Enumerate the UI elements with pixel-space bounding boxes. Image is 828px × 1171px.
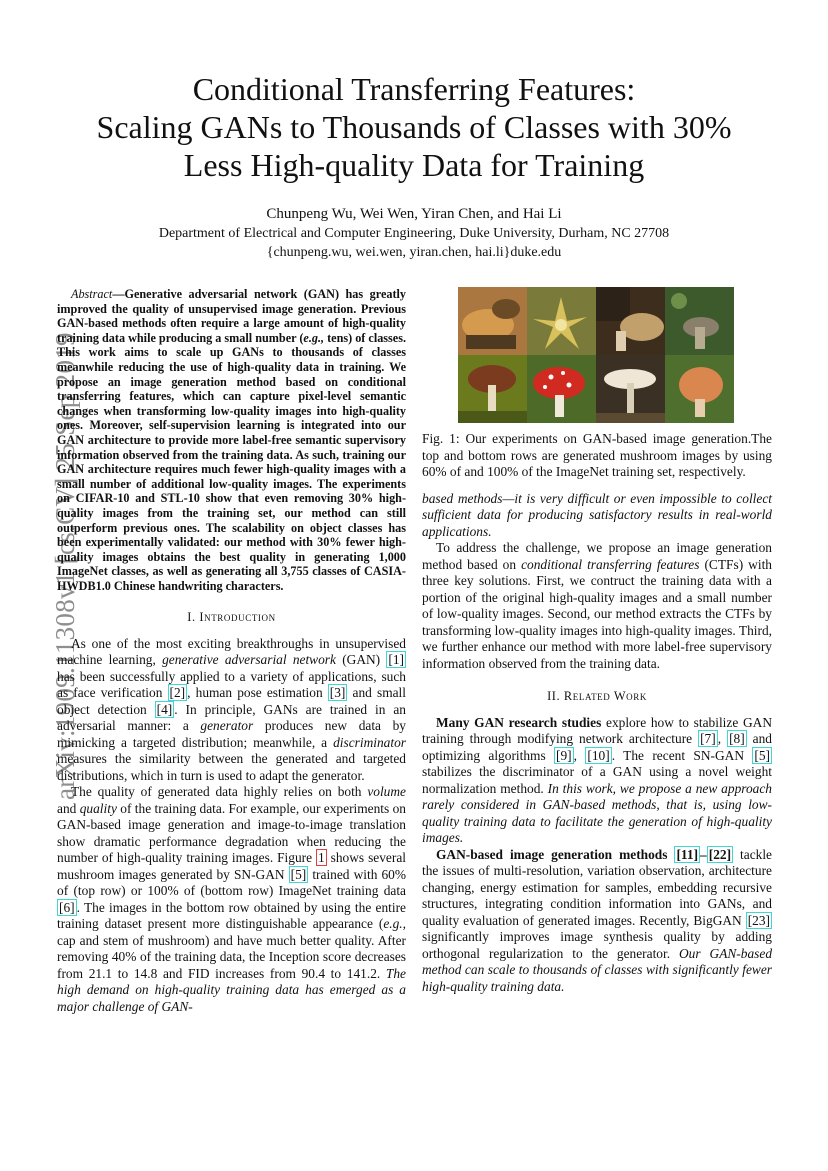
citation-link[interactable]: [23] bbox=[747, 912, 770, 928]
related-paragraph-1: Many GAN research studies explore how to stabilize GAN training through modifying network architecture [7] , [8] and optimizing algorithms [9] , [10] . The recent SN-GAN [5] stabilizes the discriminator of a GAN using a novel weight normalization method. In this work, we propose a new approach rarely considered in GAN-based methods, that is, using low-quality training data to facilitate the generation of high-quality images. bbox=[422, 714, 773, 845]
intro-paragraph-3: To address the challenge, we propose an image generation method based on conditional transferring features (CTFs) with three key solutions. First, we contruct the training data with a portion of the original high-quality images and a small number of low-quality images. Second, our method extracts the CTFs by transforming low-quality images into high-quality images. Third, we further enhance our method with more label-free supervisory information observed from the training data. bbox=[422, 540, 772, 671]
figure-link[interactable]: 1 bbox=[318, 850, 325, 866]
title-line: Less High-quality Data for Training bbox=[183, 147, 645, 183]
right-column bbox=[422, 287, 772, 995]
title-line: Conditional Transferring Features: bbox=[192, 71, 636, 107]
continued-paragraph: based methods—it is very difficult or even impossible to collect sufficient data for producing satisfactory results in real-world applications. bbox=[422, 490, 772, 539]
abstract-label: Abstract bbox=[71, 287, 113, 301]
citation-link[interactable]: [11] bbox=[676, 846, 699, 862]
intro-paragraph-1: As one of the most exciting breakthroughs in unsupervised machine learning, generative adversarial network (GAN) [1] has been successfully applied to a variety of applications, such as face verification [2] , human pose estimation [3] and small object detection [4] . In principle, GANs are trained in an adversarial manner: a generator produces new data by mimicking a targeted distribution; meanwhile, a discriminator measures the similarity between the generated and targeted distributions, which in turn is used to adapt the generator. bbox=[57, 635, 406, 783]
citation-link[interactable]: [10] bbox=[587, 747, 610, 763]
author-block bbox=[0, 205, 828, 262]
abstract-eg: e.g., bbox=[303, 330, 325, 345]
citation-link[interactable]: [4] bbox=[156, 701, 173, 717]
email: {chunpeng.wu, wei.wen, yiran.chen, hai.li}duke.edu bbox=[266, 245, 562, 260]
section-heading-related-work: II. Related Work bbox=[547, 689, 647, 703]
citation-link[interactable]: [7] bbox=[700, 731, 716, 746]
mushroom-image bbox=[596, 355, 665, 423]
left-column bbox=[57, 287, 406, 1015]
author-names: Chunpeng Wu, Wei Wen, Yiran Chen, and Hai Li bbox=[266, 206, 562, 222]
mushroom-image bbox=[665, 287, 734, 355]
section-heading-introduction: I. Introduction bbox=[187, 610, 276, 625]
citation-link[interactable]: [1] bbox=[388, 652, 405, 668]
related-paragraph-2: GAN-based image generation methods [11] – [22] tackle the issues of multi-resolution, variation observation, architecture changing, energy estimation for samples, embedding recursive structures, integrating condition information into GANs, and quality evaluation of generated images. Recently, BigGAN [23] significantly improves image synthesis quality by adding orthogonal regularization to the generator. Our GAN-based method can scale to thousands of classes with significantly fewer high-quality training data. bbox=[422, 846, 773, 994]
abstract bbox=[57, 287, 406, 593]
citation-link[interactable]: [6] bbox=[59, 899, 75, 915]
title-line: Scaling GANs to Thousands of Classes with 30% bbox=[96, 109, 732, 145]
citation-link[interactable]: [8] bbox=[729, 731, 745, 746]
mushroom-image bbox=[458, 355, 527, 423]
abstract-text: —Generative adversarial network (GAN) has greatly improved the quality of unsupervised image generation. Previous GAN-based methods often require a large amount of high-quality training data while producing a small number ( bbox=[57, 287, 406, 345]
mushroom-image bbox=[527, 355, 596, 423]
mushroom-image bbox=[596, 287, 665, 355]
citation-link[interactable]: [9] bbox=[556, 747, 572, 763]
paper-title bbox=[0, 70, 828, 184]
mushroom-figure bbox=[458, 287, 734, 423]
citation-link[interactable]: [22] bbox=[708, 846, 732, 862]
figure-caption: Fig. 1: Our experiments on GAN-based image generation.The top and bottom rows are generated mushroom images by using 60% of and 100% of the ImageNet training set, respectively. bbox=[422, 431, 772, 479]
mushroom-image bbox=[527, 287, 596, 355]
intro-paragraph-2: The quality of generated data highly relies on both volume and quality of the training data. For example, our experiments on GAN-based image generation and image-to-image translation show dramatic performance degradation when reducing the number of high-quality training images. Figure 1 shows several mushroom images generated by SN-GAN [5] trained with 60% of (top row) or 100% of (bottom row) ImageNet training data [6] . The images in the bottom row obtained by using the entire training dataset present more distinguishable appearance (e.g., cap and stem of mushroom) and have much better quality. After removing 40% of the training data, the Inception score decreases from 21.1 to 14.8 and FID increases from 90.4 to 141.2. The high demand on high-quality training data has emerged as a major challenge of GAN- bbox=[57, 784, 407, 1014]
mushroom-image bbox=[458, 287, 527, 355]
abstract-text-2: tens) of classes. This work aims to scale up GANs to thousands of classes meanwhile reducing the use of high-quality data in training. We propose an image generation method based on conditional transferring features, which can capture pixel-level semantic changes when transforming low-quality images into high-quality ones. Moreover, self-supervision learning is integrated into our GAN architecture to provide more label-free semantic supervisory information observed from the training data. As such, training our GAN architecture requires much fewer high-quality images with a small number of additional low-quality images. The experiments on CIFAR-10 and STL-10 show that even removing 30% high-quality images from the training set, our method can still outperform previous ones. The scalability on object classes has been experimentally validated: our method with 30% fewer high-quality images obtains the best quality in generating 1,000 ImageNet classes, as well as generating all 3,755 classes of CASIA-HWDB1.0 Chinese handwriting characters. bbox=[57, 330, 406, 593]
affiliation: Department of Electrical and Computer Engineering, Duke University, Durham, NC 27708 bbox=[158, 226, 670, 241]
citation-link[interactable]: [5] bbox=[754, 747, 770, 763]
citation-link[interactable]: [2] bbox=[169, 685, 186, 701]
citation-link[interactable]: [5] bbox=[290, 866, 307, 882]
arxiv-identifier: arXiv:1909.11308v1 [cs.CV] 25 Sep 2019 bbox=[50, 332, 80, 800]
mushroom-image bbox=[665, 355, 734, 423]
citation-link[interactable]: [3] bbox=[329, 685, 346, 701]
